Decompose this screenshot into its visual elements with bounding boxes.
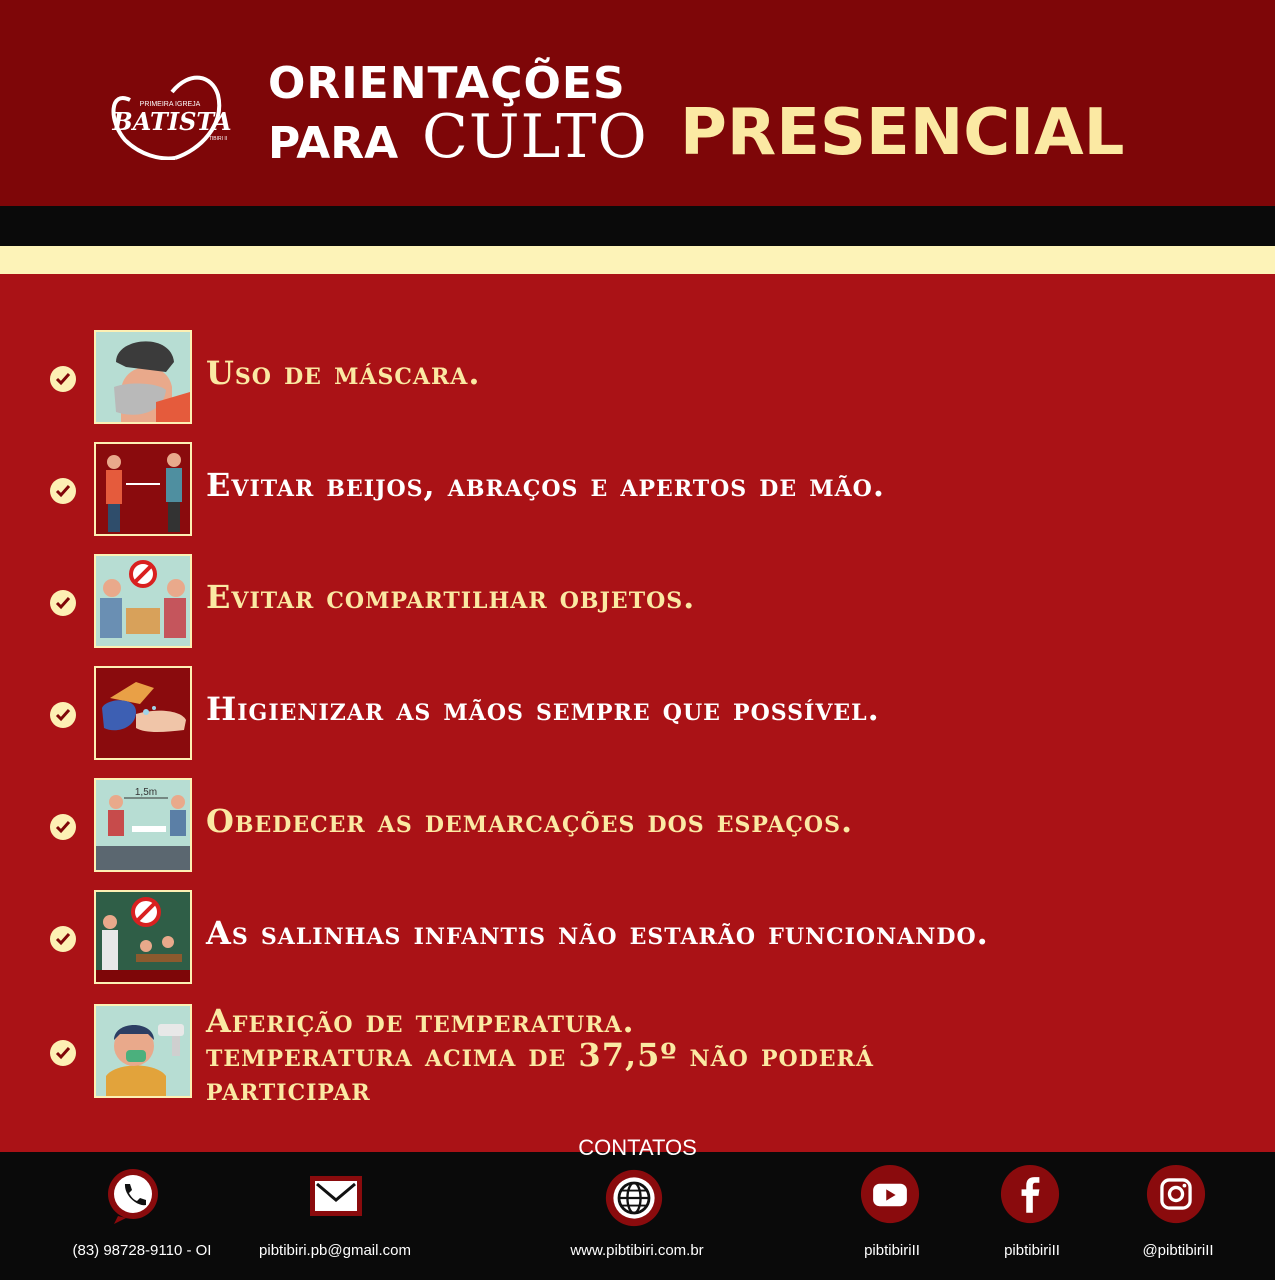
face-mask-icon bbox=[94, 330, 192, 424]
item-text-line-1: Aferição de temperatura. bbox=[206, 1002, 635, 1040]
logo-sub-text: TIBIRI II bbox=[208, 136, 228, 142]
item-text-line-3: participar bbox=[206, 1070, 371, 1108]
check-icon bbox=[50, 702, 76, 728]
list-item bbox=[0, 442, 1275, 538]
list-item bbox=[0, 330, 1275, 426]
instagram-icon[interactable] bbox=[1146, 1164, 1206, 1224]
facebook-icon[interactable] bbox=[1000, 1164, 1060, 1224]
cream-stripe bbox=[0, 246, 1275, 274]
contacts-heading: CONTATOS bbox=[578, 1135, 697, 1160]
item-text: Higienizar as mãos sempre que possível. bbox=[206, 690, 880, 728]
black-stripe bbox=[0, 206, 1275, 246]
hand-sanitizer-icon bbox=[94, 666, 192, 760]
email-address[interactable]: pibtibiri.pb@gmail.com bbox=[259, 1242, 411, 1259]
check-icon bbox=[50, 1040, 76, 1066]
item-text: Uso de máscara. bbox=[206, 354, 481, 392]
check-icon bbox=[50, 926, 76, 952]
item-text: Obedecer as demarcações dos espaços. bbox=[206, 802, 854, 840]
list-item bbox=[0, 554, 1275, 650]
title-para: PARA bbox=[268, 118, 399, 169]
list-item bbox=[0, 1004, 1275, 1114]
list-item bbox=[0, 890, 1275, 986]
check-icon bbox=[50, 478, 76, 504]
no-sharing-objects-icon bbox=[94, 554, 192, 648]
youtube-handle[interactable]: pibtibiriII bbox=[864, 1242, 920, 1259]
phone-number[interactable]: (83) 98728-9110 - OI bbox=[72, 1242, 212, 1259]
globe-icon[interactable] bbox=[604, 1168, 664, 1228]
mail-icon[interactable] bbox=[306, 1168, 366, 1228]
seat-spacing-icon bbox=[94, 778, 192, 872]
item-text: As salinhas infantis não estarão funcionando. bbox=[206, 914, 989, 952]
item-text: Evitar compartilhar objetos. bbox=[206, 578, 696, 616]
no-kids-classroom-icon bbox=[94, 890, 192, 984]
temperature-check-icon bbox=[94, 1004, 192, 1098]
instagram-handle[interactable]: @pibtibiriII bbox=[1142, 1242, 1214, 1259]
title-line-1: ORIENTAÇÕES bbox=[268, 58, 626, 109]
check-icon bbox=[50, 814, 76, 840]
check-icon bbox=[50, 366, 76, 392]
logo-big-text: BATISTA bbox=[112, 107, 232, 136]
item-text: Evitar beijos, abraços e apertos de mão. bbox=[206, 466, 885, 504]
youtube-icon[interactable] bbox=[860, 1164, 920, 1224]
website-url[interactable]: www.pibtibiri.com.br bbox=[570, 1242, 704, 1259]
check-icon bbox=[50, 590, 76, 616]
list-item bbox=[0, 778, 1275, 874]
phone-icon[interactable] bbox=[104, 1166, 164, 1226]
facebook-handle[interactable]: pibtibiriII bbox=[1004, 1242, 1060, 1259]
church-logo bbox=[100, 70, 240, 160]
logo-small-text: PRIMEIRA IGREJA bbox=[139, 101, 201, 108]
title-culto: CULTO bbox=[422, 102, 648, 172]
list-item bbox=[0, 666, 1275, 762]
item-text-line-2: temperatura acima de 37,5º não poderá bbox=[206, 1036, 874, 1074]
title-presencial: PRESENCIAL bbox=[680, 96, 1125, 170]
distance-greeting-icon bbox=[94, 442, 192, 536]
distance-label: 1,5m bbox=[134, 787, 158, 798]
